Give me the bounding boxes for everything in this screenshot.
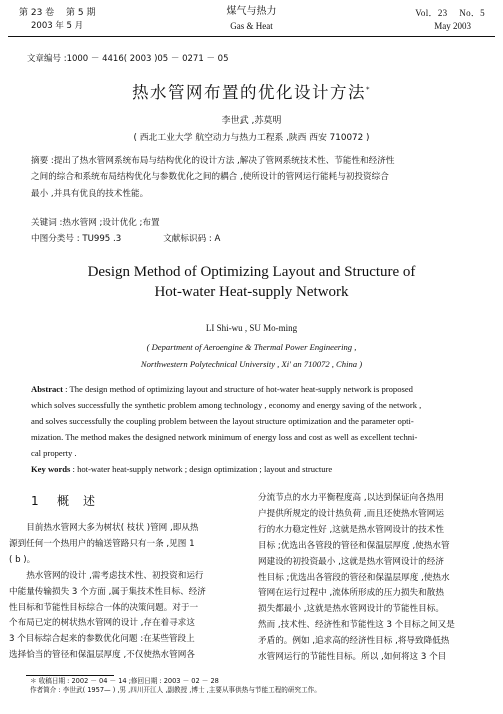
affiliation-en-line: ( Department of Aeroengine & Thermal Power Engineering , <box>146 342 357 352</box>
body-line: 管网在运行过程中 ,流体所形成的压力损失和散热 <box>258 588 444 599</box>
abstract-cn-line: 摘要 :提出了热水管网系统布局与结构优化的设计方法 ,解决了管网系统技术性、节能性和经济性 <box>31 156 395 166</box>
keywords-en-text: : hot-water heat-supply network ; design optimization ; layout and structure <box>70 464 333 475</box>
section-number: 1 <box>31 494 39 508</box>
body-line: 3 个目标综合起来的参数优化问题 :在某些管段上 <box>9 634 195 645</box>
body-line: 水管网运行的节能性目标。所以 ,如何将这 3 个目 <box>258 652 447 663</box>
body-line: 网建设的初投资最小 ,这就是热水管网设计的经济 <box>258 556 444 567</box>
journal-name-en: Gas & Heat <box>230 21 273 31</box>
title-en <box>0 263 503 302</box>
body-line: 目标 ;优选出各管段的管径和保温层厚度 ,使热水管 <box>258 540 450 551</box>
body-line: 损失都最小 ,这就是热水管网设计的节能性目标。 <box>258 604 444 615</box>
issue-date-en: May 2003 <box>434 21 471 31</box>
body-line: 矛盾的。例如 ,追求高的经济性目标 ,将导致降低热 <box>258 636 450 647</box>
affiliation-en <box>0 339 503 373</box>
affiliation-cn: ( 西北工业大学 航空动力与热力工程系 ,陕西 西安 710072 ) <box>133 133 370 143</box>
author-bio: 作者简介 : 李世武( 1957— ) ,男 ,四川开江人 ,副教授 ,博士 ,主要从事供热与节能工程的研究工作。 <box>30 686 321 694</box>
abstract-en-line: cal property . <box>31 448 77 459</box>
abstract-en-line: mization. The method makes the designed network minimum of energy loss and cost as well as excellent techni- <box>31 432 418 443</box>
abstract-en-text: : The design method of optimizing layout and structure of hot-water heat-supply network is proposed <box>62 384 413 394</box>
abstract-label: Abstract <box>31 384 63 394</box>
body-line: 性目标 ;优选出各管段的管径和保温层厚度 ,使热水 <box>258 572 450 583</box>
title-en-line: Hot-water Heat-supply Network <box>154 283 349 300</box>
body-line: 热水管网的设计 ,需考虑技术性、初投资和运行 <box>9 570 204 581</box>
abstract-cn-line: 最小 ,并具有优良的技术性能。 <box>31 188 149 199</box>
keywords-en-line <box>31 461 477 477</box>
body-line: 户提供所规定的设计热负荷 ,而且还使热水管网运 <box>258 508 444 519</box>
authors-en: LI Shi-wu , SU Mo-ming <box>205 323 298 333</box>
volume-issue-en: Vol．23 No．5 <box>415 8 485 18</box>
body-line: 性目标和节能性目标综合一体的决策问题。对于一 <box>9 602 199 613</box>
authors-cn: 李世武 ,苏莫明 <box>221 116 282 126</box>
abstract-en-line: and solves successfully the coupling problem between the layout structure optimization and the parameter opti- <box>31 416 414 427</box>
title-cn <box>0 79 503 103</box>
abstract-en-line: which solves successfully the synthetic problem among technology , economy and energy saving of the network , <box>31 400 422 411</box>
section-heading <box>31 492 109 509</box>
abstract-cn-line: 之间的综合和系统布局结构优化与参数优化之间的耦合 ,使所设计的管网运行能耗与初投资综合 <box>31 172 389 183</box>
title-footnote-mark: * <box>366 85 371 94</box>
body-line: 个布局已定的树状热水管网的设计 ,存在着寻求这 <box>9 618 195 629</box>
keywords-cn: 关键词 :热水管网 ;设计优化 ;布置 <box>31 218 160 228</box>
title-cn-text: 热水管网布置的优化设计方法 <box>132 83 366 102</box>
classification-line <box>31 232 220 244</box>
header-rule <box>8 36 495 37</box>
body-line: 然而 ,技术性、经济性和节能性这 3 个目标之间又是 <box>258 620 455 631</box>
journal-name-cn: 煤气与热力 <box>226 6 277 17</box>
document-code: 文献标识码 : A <box>163 234 221 244</box>
article-number: 文章编号 :1000 － 4416( 2003 )05 － 0271 － 05 <box>27 54 229 64</box>
body-line: 中能量传输损失 3 个方面 ,属于集技术性目标、经济 <box>9 586 206 597</box>
body-line: 源到任何一个热用户的输送管路只有一条 ,见图 1 <box>9 538 195 549</box>
volume-issue: 第 23 卷 第 5 期 <box>19 8 96 18</box>
body-line: 行的水力稳定性好 ,这就是热水管网设计的技术性 <box>258 524 444 535</box>
footnote <box>30 677 321 695</box>
received-date: ＊ 收稿日期 : 2002 － 04 － 14 ;修回日期 : 2003 － 02 － 28 <box>30 677 219 685</box>
abstract-en-line <box>31 381 477 397</box>
body-column-left <box>9 521 249 664</box>
abstract-cn <box>31 153 477 202</box>
body-line: 目前热水管网大多为树状( 枝状 )管网 ,即从热 <box>9 523 199 533</box>
abstract-en <box>31 381 477 478</box>
body-line: 选择恰当的管径和保温层厚度 ,不仅使热水管网各 <box>9 650 195 661</box>
footnote-rule <box>26 675 114 676</box>
issue-date: 2003 年 5 月 <box>31 21 84 31</box>
body-line: ( b )。 <box>9 554 36 565</box>
section-title: 概述 <box>57 494 110 508</box>
affiliation-en-line: Northwestern Polytechnical University , Xi' an 710072 , China ) <box>140 359 363 369</box>
classification-code: 中图分类号 : TU995 .3 <box>31 234 122 244</box>
body-column-right <box>258 491 496 666</box>
body-line: 分流节点的水力平衡程度高 ,以达到保证向各热用 <box>258 493 444 503</box>
title-en-line: Design Method of Optimizing Layout and Structure of <box>87 264 416 280</box>
keywords-label: Key words <box>31 464 71 475</box>
